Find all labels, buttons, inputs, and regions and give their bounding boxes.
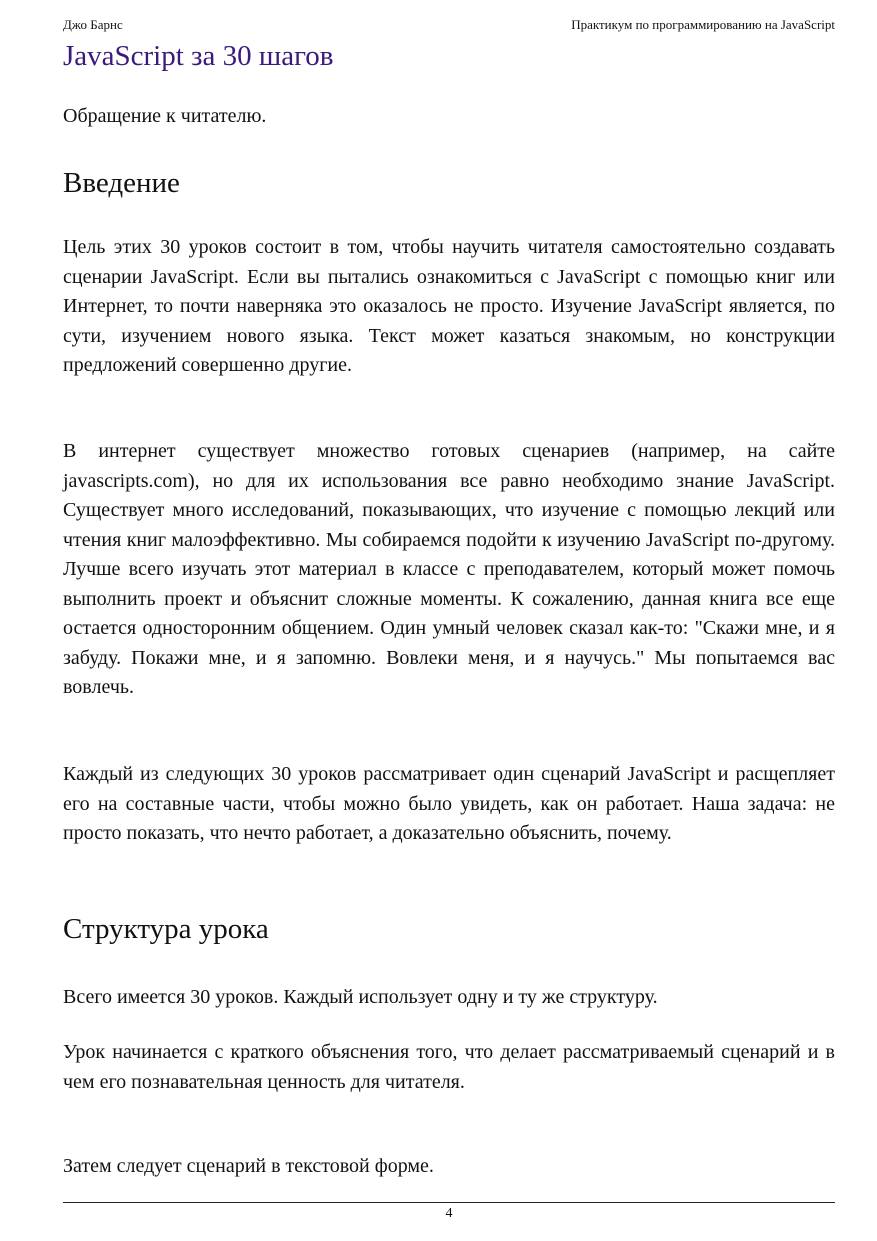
header-author: Джо Барнс (63, 17, 123, 32)
section-heading-lesson-structure: Структура урока (63, 913, 269, 945)
header-series-title: Практикум по программированию на JavaScript (571, 17, 835, 32)
footer-divider (63, 1202, 835, 1203)
structure-paragraph-1: Всего имеется 30 уроков. Каждый использует одну и ту же структуру. (63, 986, 658, 1008)
intro-paragraph-3: Каждый из следующих 30 уроков рассматривает один сценарий JavaScript и расщепляет его на составные части, чтобы можно было увидеть, как он работает. Наша задача: не просто показать, что нечто работает, а доказательно объяснить, почему. (63, 763, 835, 844)
intro-paragraph-1: Цель этих 30 уроков состоит в том, чтобы научить читателя самостоятельно создавать сценарии JavaScript. Если вы пытались ознакомиться с JavaScript с помощью книг или Интернет, то почти наверняка это оказалось не просто. Изучение JavaScript является, по сути, изучением нового языка. Текст может казаться знакомым, но конструкции предложений совершенно другие. (63, 236, 835, 376)
book-title: JavaScript за 30 шагов (63, 40, 334, 72)
document-page (63, 0, 835, 1241)
structure-paragraph-2: Урок начинается с краткого объяснения того, что делает рассматриваемый сценарий и в чем его познавательная ценность для читателя. (63, 1041, 835, 1093)
intro-paragraph-2: В интернет существует множество готовых сценариев (например, на сайте javascripts.com), но для их использования все равно необходимо знание JavaScript. Существует много исследований, показывающих, что изучение с помощью лекций или чтения книг малоэффективно. Мы собираемся подойти к изучению JavaScript по-другому. Лучше всего изучать этот материал в классе с преподавателем, который может помочь выполнить проект и объяснит сложные моменты. К сожалению, данная книга все еще остается односторонним общением. Один умный человек сказал как-то: "Скажи мне, и я забуду. Покажи мне, и я запомню. Вовлеки меня, и я научусь." Мы попытаемся вас вовлечь. (63, 440, 835, 698)
page-number: 4 (445, 1206, 453, 1221)
structure-paragraph-3: Затем следует сценарий в текстовой форме. (63, 1155, 434, 1177)
address-to-reader: Обращение к читателю. (63, 105, 267, 127)
section-heading-introduction: Введение (63, 167, 180, 199)
